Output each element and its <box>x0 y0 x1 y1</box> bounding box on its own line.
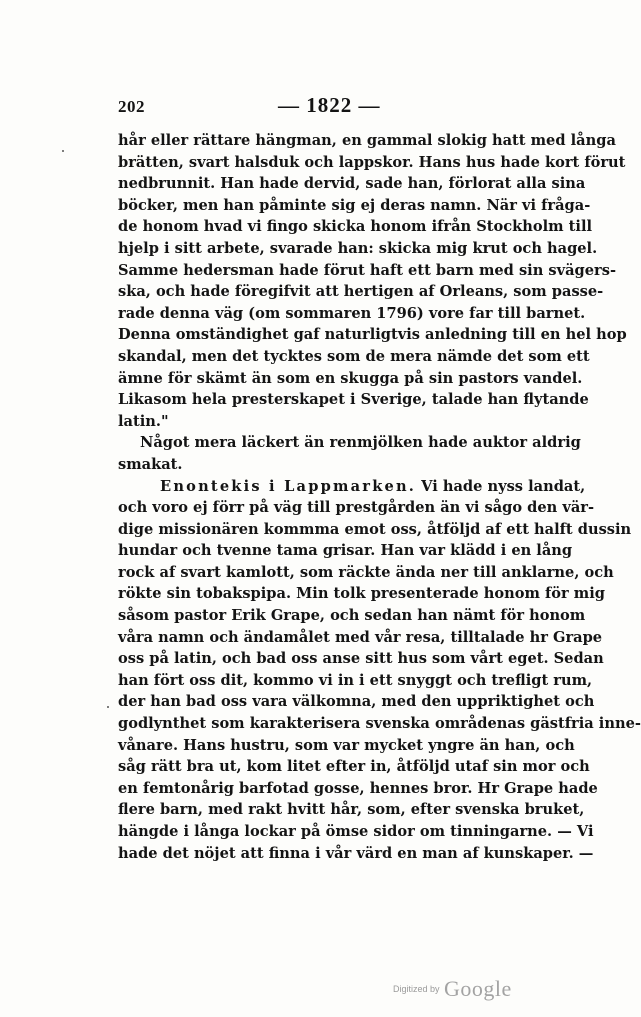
text-line: våra namn och ändamålet med vår resa, tilltalade hr Grape <box>118 628 603 646</box>
text-line: rade denna väg (om sommaren 1796) vore far till barnet. <box>118 304 586 322</box>
running-head-year: — 1822 — <box>278 93 381 117</box>
text-line: Likasom hela presterskapet i Sverige, talade han flytande <box>118 391 589 409</box>
text-line: Något mera läckert än renmjölken hade auktor aldrig <box>140 434 581 452</box>
text-line: ämne för skämt än som en skugga på sin pastors vandel. <box>118 369 583 387</box>
body-text <box>118 130 641 864</box>
text-line: hängde i långa lockar på ömse sidor om tinningarne. — Vi <box>118 823 594 840</box>
text-line: hade det nöjet att finna i vår värd en man af kunskaper. — <box>118 844 594 862</box>
text-line: Samme hedersman hade förut haft ett barn med sin svägers- <box>118 261 617 279</box>
text-line: rökte sin tobakspipa. Min tolk presenterade honom för mig <box>118 585 605 603</box>
text-line: der han bad oss vara välkomna, med den uppriktighet och <box>118 693 595 711</box>
digitized-by-google-watermark <box>393 976 512 1002</box>
text-line: en femtonårig barfotad gosse, hennes bror. Hr Grape hade <box>118 779 598 797</box>
text-line: skandal, men det tycktes som de mera nämde det som ett <box>118 347 590 365</box>
page-header <box>118 93 568 121</box>
ink-speck <box>62 150 64 152</box>
text-line: rock af svart kamlott, som räckte ända ner till anklarne, och <box>118 563 614 581</box>
text-line: och voro ej förr på väg till prestgården än vi sågo den vär- <box>118 499 595 517</box>
google-logo: Google <box>443 976 512 1001</box>
text-line: såsom pastor Erik Grape, och sedan han nämt för honom <box>118 607 586 625</box>
text-line: oss på latin, och bad oss anse sitt hus som vårt eget. Sedan <box>118 650 604 668</box>
text-line: flere barn, med rakt hvitt hår, som, efter svenska bruket, <box>118 801 585 819</box>
text-line: de honom hvad vi fingo skicka honom ifrån Stockholm till <box>118 218 593 236</box>
text-line: godlynthet som karakterisera svenska områdenas gästfria inne- <box>118 715 641 733</box>
text-line: Denna omständighet gaf naturligtvis anledning till en hel hop <box>118 326 627 344</box>
text-line: hår eller rättare hängman, en gammal slokig hatt med långa <box>118 132 616 149</box>
text-line: vånare. Hans hustru, som var mycket yngre än han, och <box>118 736 575 754</box>
spaced-heading-phrase: Enontekis i Lappmarken. <box>160 477 417 495</box>
text-line: han fört oss dit, kommo vi in i ett snyggt och trefligt rum, <box>118 671 593 689</box>
text-line: latin." <box>118 412 169 430</box>
digitized-label: Digitized by <box>393 984 440 994</box>
text-line: smakat. <box>118 455 183 473</box>
text-line: brätten, svart halsduk och lappskor. Hans hus hade kort förut <box>118 153 626 171</box>
text-line: böcker, men han påminte sig ej deras namn. När vi fråga- <box>118 196 591 214</box>
ink-speck <box>107 706 109 708</box>
text-line: såg rätt bra ut, kom litet efter in, åtföljd utaf sin mor och <box>118 758 590 776</box>
text-line: ska, och hade föregifvit att hertigen af Orleans, som passe- <box>118 283 604 301</box>
page-number: 202 <box>118 97 145 116</box>
text-line: nedbrunnit. Han hade dervid, sade han, förlorat alla sina <box>118 175 586 193</box>
text-line: hundar och tvenne tama grisar. Han var klädd i en lång <box>118 542 573 560</box>
text-line: Enontekis i Lappmarken. Vi hade nyss landat, <box>160 477 586 495</box>
text-line: hjelp i sitt arbete, svarade han: skicka mig krut och hagel. <box>118 239 598 257</box>
text-line: dige missionären kommma emot oss, åtföljd af ett halft dussin <box>118 520 632 538</box>
